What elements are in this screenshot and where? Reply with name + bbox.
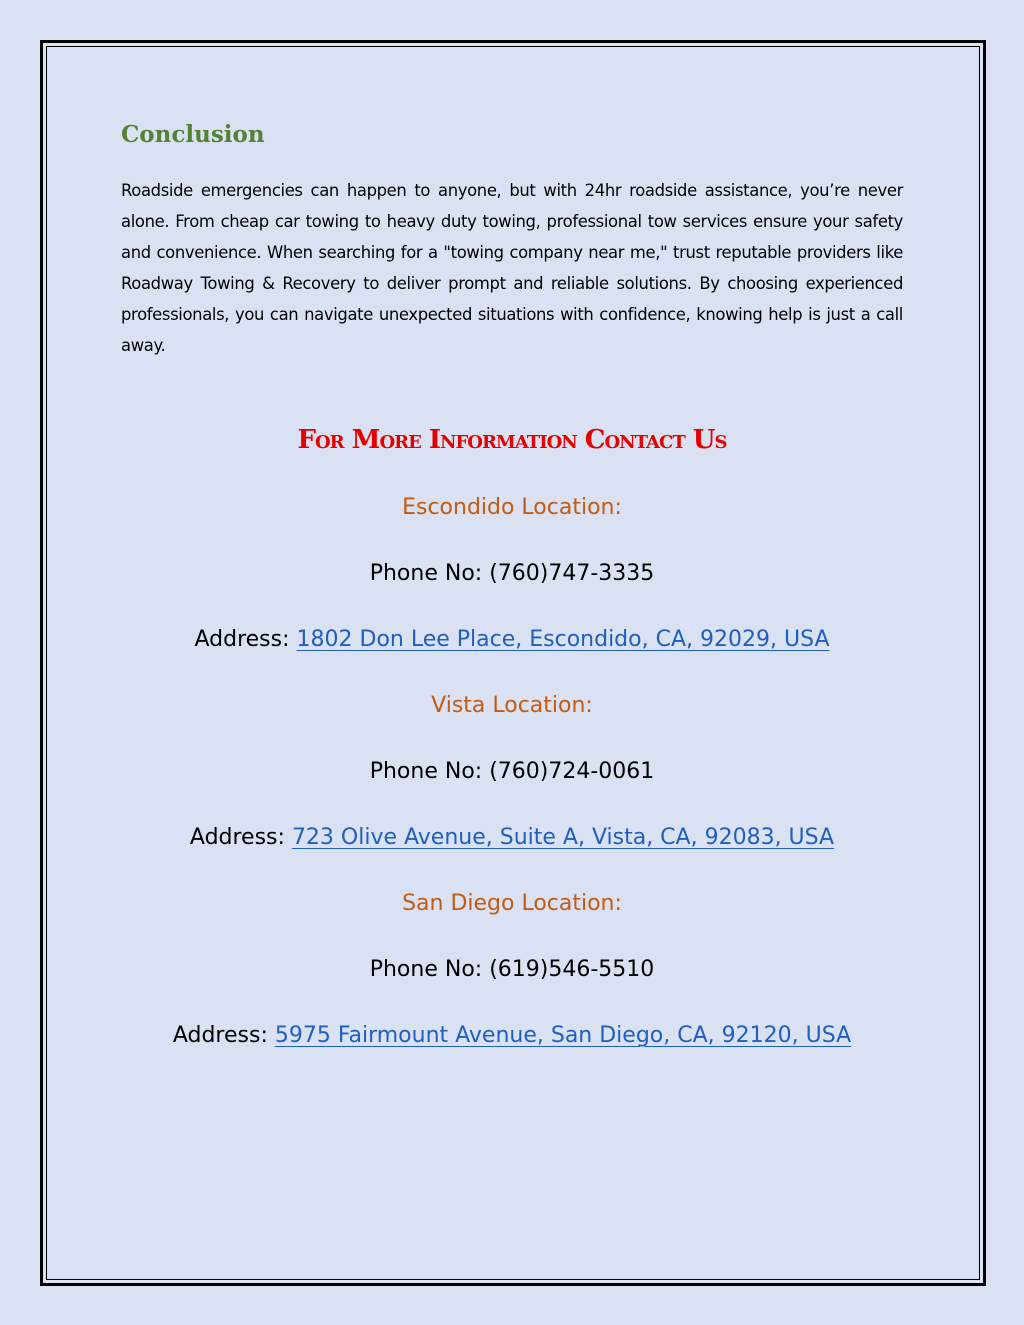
phone-label: Phone No: xyxy=(369,561,490,586)
escondido-location-title: Escondido Location: xyxy=(402,495,622,520)
san-diego-phone-number: (619)546-5510 xyxy=(489,957,655,982)
escondido-address xyxy=(0,624,1024,656)
vista-address-link[interactable]: 723 Olive Avenue, Suite A, Vista, CA, 92083, USA xyxy=(291,825,835,850)
vista-phone xyxy=(0,756,1024,788)
san-diego-address xyxy=(0,1020,1024,1052)
conclusion-paragraph: Roadside emergencies can happen to anyone, but with 24hr roadside assistance, you’re never alone. From cheap car towing to heavy duty towing, professional tow services ensure your safety and convenience. When searching for a "towing company near me," trust reputable providers like Roadway Towing & Recovery to deliver prompt and reliable solutions. By choosing experienced professionals, you can navigate unexpected situations with confidence, knowing help is just a call away. xyxy=(121,181,903,355)
san-diego-phone xyxy=(0,954,1024,986)
address-label: Address: xyxy=(172,1023,275,1048)
contact-cta-heading: For More Information Contact Us xyxy=(297,425,727,455)
vista-address xyxy=(0,822,1024,854)
address-label: Address: xyxy=(189,825,292,850)
phone-label: Phone No: xyxy=(369,957,490,982)
vista-location-title: Vista Location: xyxy=(431,693,593,718)
escondido-address-link[interactable]: 1802 Don Lee Place, Escondido, CA, 92029, USA xyxy=(296,627,830,652)
phone-label: Phone No: xyxy=(369,759,490,784)
escondido-phone xyxy=(0,558,1024,590)
address-label: Address: xyxy=(194,627,297,652)
conclusion-heading: Conclusion xyxy=(121,121,265,148)
san-diego-address-link[interactable]: 5975 Fairmount Avenue, San Diego, CA, 92120, USA xyxy=(274,1023,852,1048)
vista-phone-number: (760)724-0061 xyxy=(489,759,655,784)
san-diego-location-title: San Diego Location: xyxy=(402,891,622,916)
escondido-phone-number: (760)747-3335 xyxy=(489,561,655,586)
